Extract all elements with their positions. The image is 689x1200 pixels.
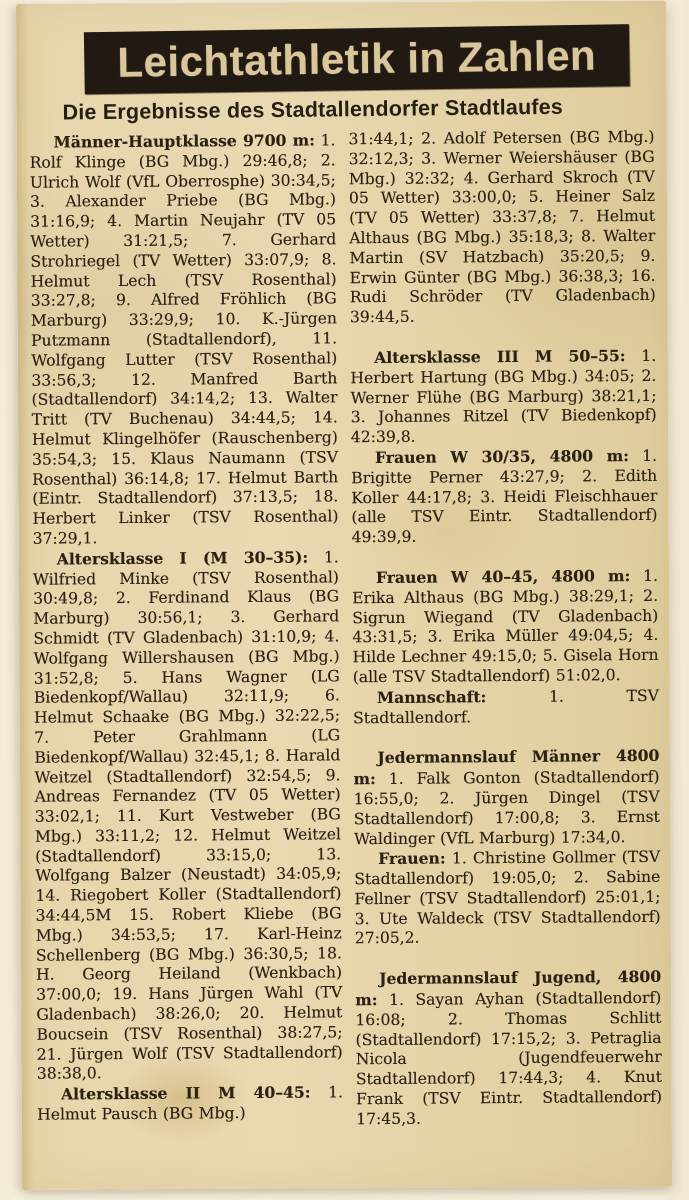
- result-paragraph: Frauen W 30/35, 4800 m: 1. Brigitte Perner 43:27,9; 2. Edith Koller 44:17,8; 3. Heidi Fleischhauer (alle TSV Eintr. Stadtallendorf) 49:39,9.: [351, 446, 658, 547]
- result-category-heading: Altersklasse III M 50–55:: [374, 346, 626, 368]
- result-category-heading: Altersklasse II M 40–45:: [60, 1082, 311, 1104]
- result-category-heading: Frauen W 40–45, 4800 m:: [375, 565, 631, 587]
- result-category-heading: Jedermannslauf Jugend, 4800 m:: [355, 967, 662, 1010]
- result-paragraph: 31:44,1; 2. Adolf Petersen (BG Mbg.) 32:12,3; 3. Werner Weiershäuser (BG Mbg.) 32:32; 4. Gerhard Skroch (TV 05 Wetter) 33:00,0; 5. Heiner Salz (TV 05 Wetter) 33:37,8; 7. Helmut Althaus (BG Mbg.) 35:18,3; 8. Walter Martin (SV Hatzbach) 35:20,5; 9. Erwin Günter (BG Mbg.) 36:38,3; 16. Rudi Schröder (TV Gladenbach) 39:44,5.: [348, 127, 656, 327]
- result-paragraph: Altersklasse I (M 30–35): 1. Wilfried Minke (TSV Rosenthal) 30:49,8; 2. Ferdinand Klaus (BG Marburg) 30:56,1; 3. Gerhard Schmidt (TV Gladenbach) 31:10,9; 4. Wolfgang Willershausen (BG Mbg.) 31:52,8; 5. Hans Wagner (LG Biedenkopf/Wallau) 32:11,9; 6. Helmut Schaake (BG Mbg.) 32:22,5; 7. Peter Grahlmann (LG Biedenkopf/Wallau) 32:45,1; 8. Harald Weitzel (Stadtallendorf) 32:54,5; 9. Andreas Fernandez (TV 05 Wetter) 33:02,1; 11. Kurt Vestweber (BG Mbg.) 33:11,2; 12. Helmut Weitzel (Stadtallendorf) 33:15,0; 13. Wolfgang Balzer (Neustadt) 34:05,9; 14. Riegobert Koller (Stadtallendorf) 34:44,5M 15. Robert Kliebe (BG Mbg.) 34:53,5; 17. Karl-Heinz Schellenberg (BG Mbg.) 36:30,5; 18. H. Georg Heiland (Wenkbach) 37:00,0; 19. Hans Jürgen Wahl (TV Gladenbach) 38:26,0; 20. Helmut Boucsein (TSV Rosenthal) 38:27,5; 21. Jürgen Wolf (TSV Stadtallendorf) 38:38,0.: [32, 547, 343, 1084]
- result-category-heading: Männer-Hauptklasse 9700 m:: [53, 130, 315, 152]
- result-paragraph: Frauen W 40–45, 4800 m: 1. Erika Althaus (BG Mbg.) 38:29,1; 2. Sigrun Wiegand (TV Gladenbach) 43:31,5; 3. Erika Müller 49:04,5; 4. Hilde Lechner 49:15,0; 5. Gisela Horn (alle TSV Stadtallendorf) 51:02,0.: [351, 565, 659, 687]
- headline-title: Leichtathletik in Zahlen: [117, 31, 597, 86]
- results-column-left: [29, 130, 343, 1132]
- result-category-heading: Mannschaft:: [376, 686, 487, 707]
- result-category-heading: Frauen:: [378, 848, 446, 869]
- result-paragraph: Altersklasse II M 40–45: 1. Helmut Pausch (BG Mbg.): [37, 1082, 344, 1124]
- results-column-right: [348, 128, 662, 1130]
- results-columns: [29, 128, 661, 1133]
- result-paragraph: Männer-Hauptklasse 9700 m: 1. Rolf Klinge (BG Mbg.) 29:46,8; 2. Ulrich Wolf (VfL Oberrosphe) 30:34,5; 3. Alexander Priebe (BG Mbg.) 31:16,9; 4. Martin Neujahr (TV 05 Wetter) 31:21,5; 7. Gerhard Strohriegel (TV Wetter) 33:07,9; 8. Helmut Lech (TSV Rosenthal) 33:27,8; 9. Alfred Fröhlich (BG Marburg) 33:29,9; 10. K.-Jürgen Putzmann (Stadtallendorf), 11. Wolfgang Lutter (TSV Rosenthal) 33:56,3; 12. Manfred Barth (Stadtallendorf) 34:14,2; 13. Walter Tritt (TV Buchenau) 34:44,5; 14. Helmut Klingelhöfer (Rauschenberg) 35:54,3; 15. Klaus Naumann (TSV Rosenthal) 36:14,8; 17. Helmut Barth (Eintr. Stadtallendorf) 37:13,5; 18. Herbert Linker (TSV Rosenthal) 37:29,1.: [29, 130, 339, 548]
- result-paragraph: Jedermannslauf Männer 4800 m: 1. Falk Gonton (Stadtallendorf) 16:55,0; 2. Jürgen Dingel (TSV Stadtallendorf) 17:00,8; 3. Ernst Waldinger (VfL Marburg) 17:34,0.: [353, 746, 660, 848]
- newspaper-clipping: [16, 1, 672, 1190]
- result-category-heading: Frauen W 30/35, 4800 m:: [374, 446, 629, 467]
- result-paragraph: Jedermannslauf Jugend, 4800 m: 1. Sayan Ayhan (Stadtallendorf) 16:08; 2. Thomas Schlitt (Stadtallendorf) 17:15,2; 3. Petraglia Nicola (Jugendfeuerwehr Stadtallendorf) 17:44,3; 4. Knut Frank (TSV Eintr. Stadtallendorf) 17:45,3.: [355, 967, 663, 1129]
- result-paragraph: Mannschaft: 1. TSV Stadtallendorf.: [352, 686, 659, 727]
- headline-banner: [84, 24, 630, 94]
- result-paragraph: Altersklasse III M 50–55: 1. Herbert Hartung (BG Mbg.) 34:05; 2. Werner Flühe (BG Marburg) 38:21,1; 3. Johannes Ritzel (TV Biedenkopf) 42:39,8.: [350, 346, 657, 447]
- result-paragraph: Frauen: 1. Christine Gollmer (TSV Stadtallendorf) 19:05,0; 2. Sabine Fellner (TSV Stadtallendorf) 25:01,1; 3. Ute Waldeck (TSV Stadtallendorf) 27:05,2.: [354, 848, 661, 948]
- result-category-heading: Altersklasse I (M 30–35):: [56, 547, 309, 569]
- result-category-heading: Jedermannslauf Männer 4800 m:: [353, 746, 660, 789]
- article-subtitle: Die Ergebnisse des Stadtallendorfer Stadtlaufes: [62, 94, 564, 125]
